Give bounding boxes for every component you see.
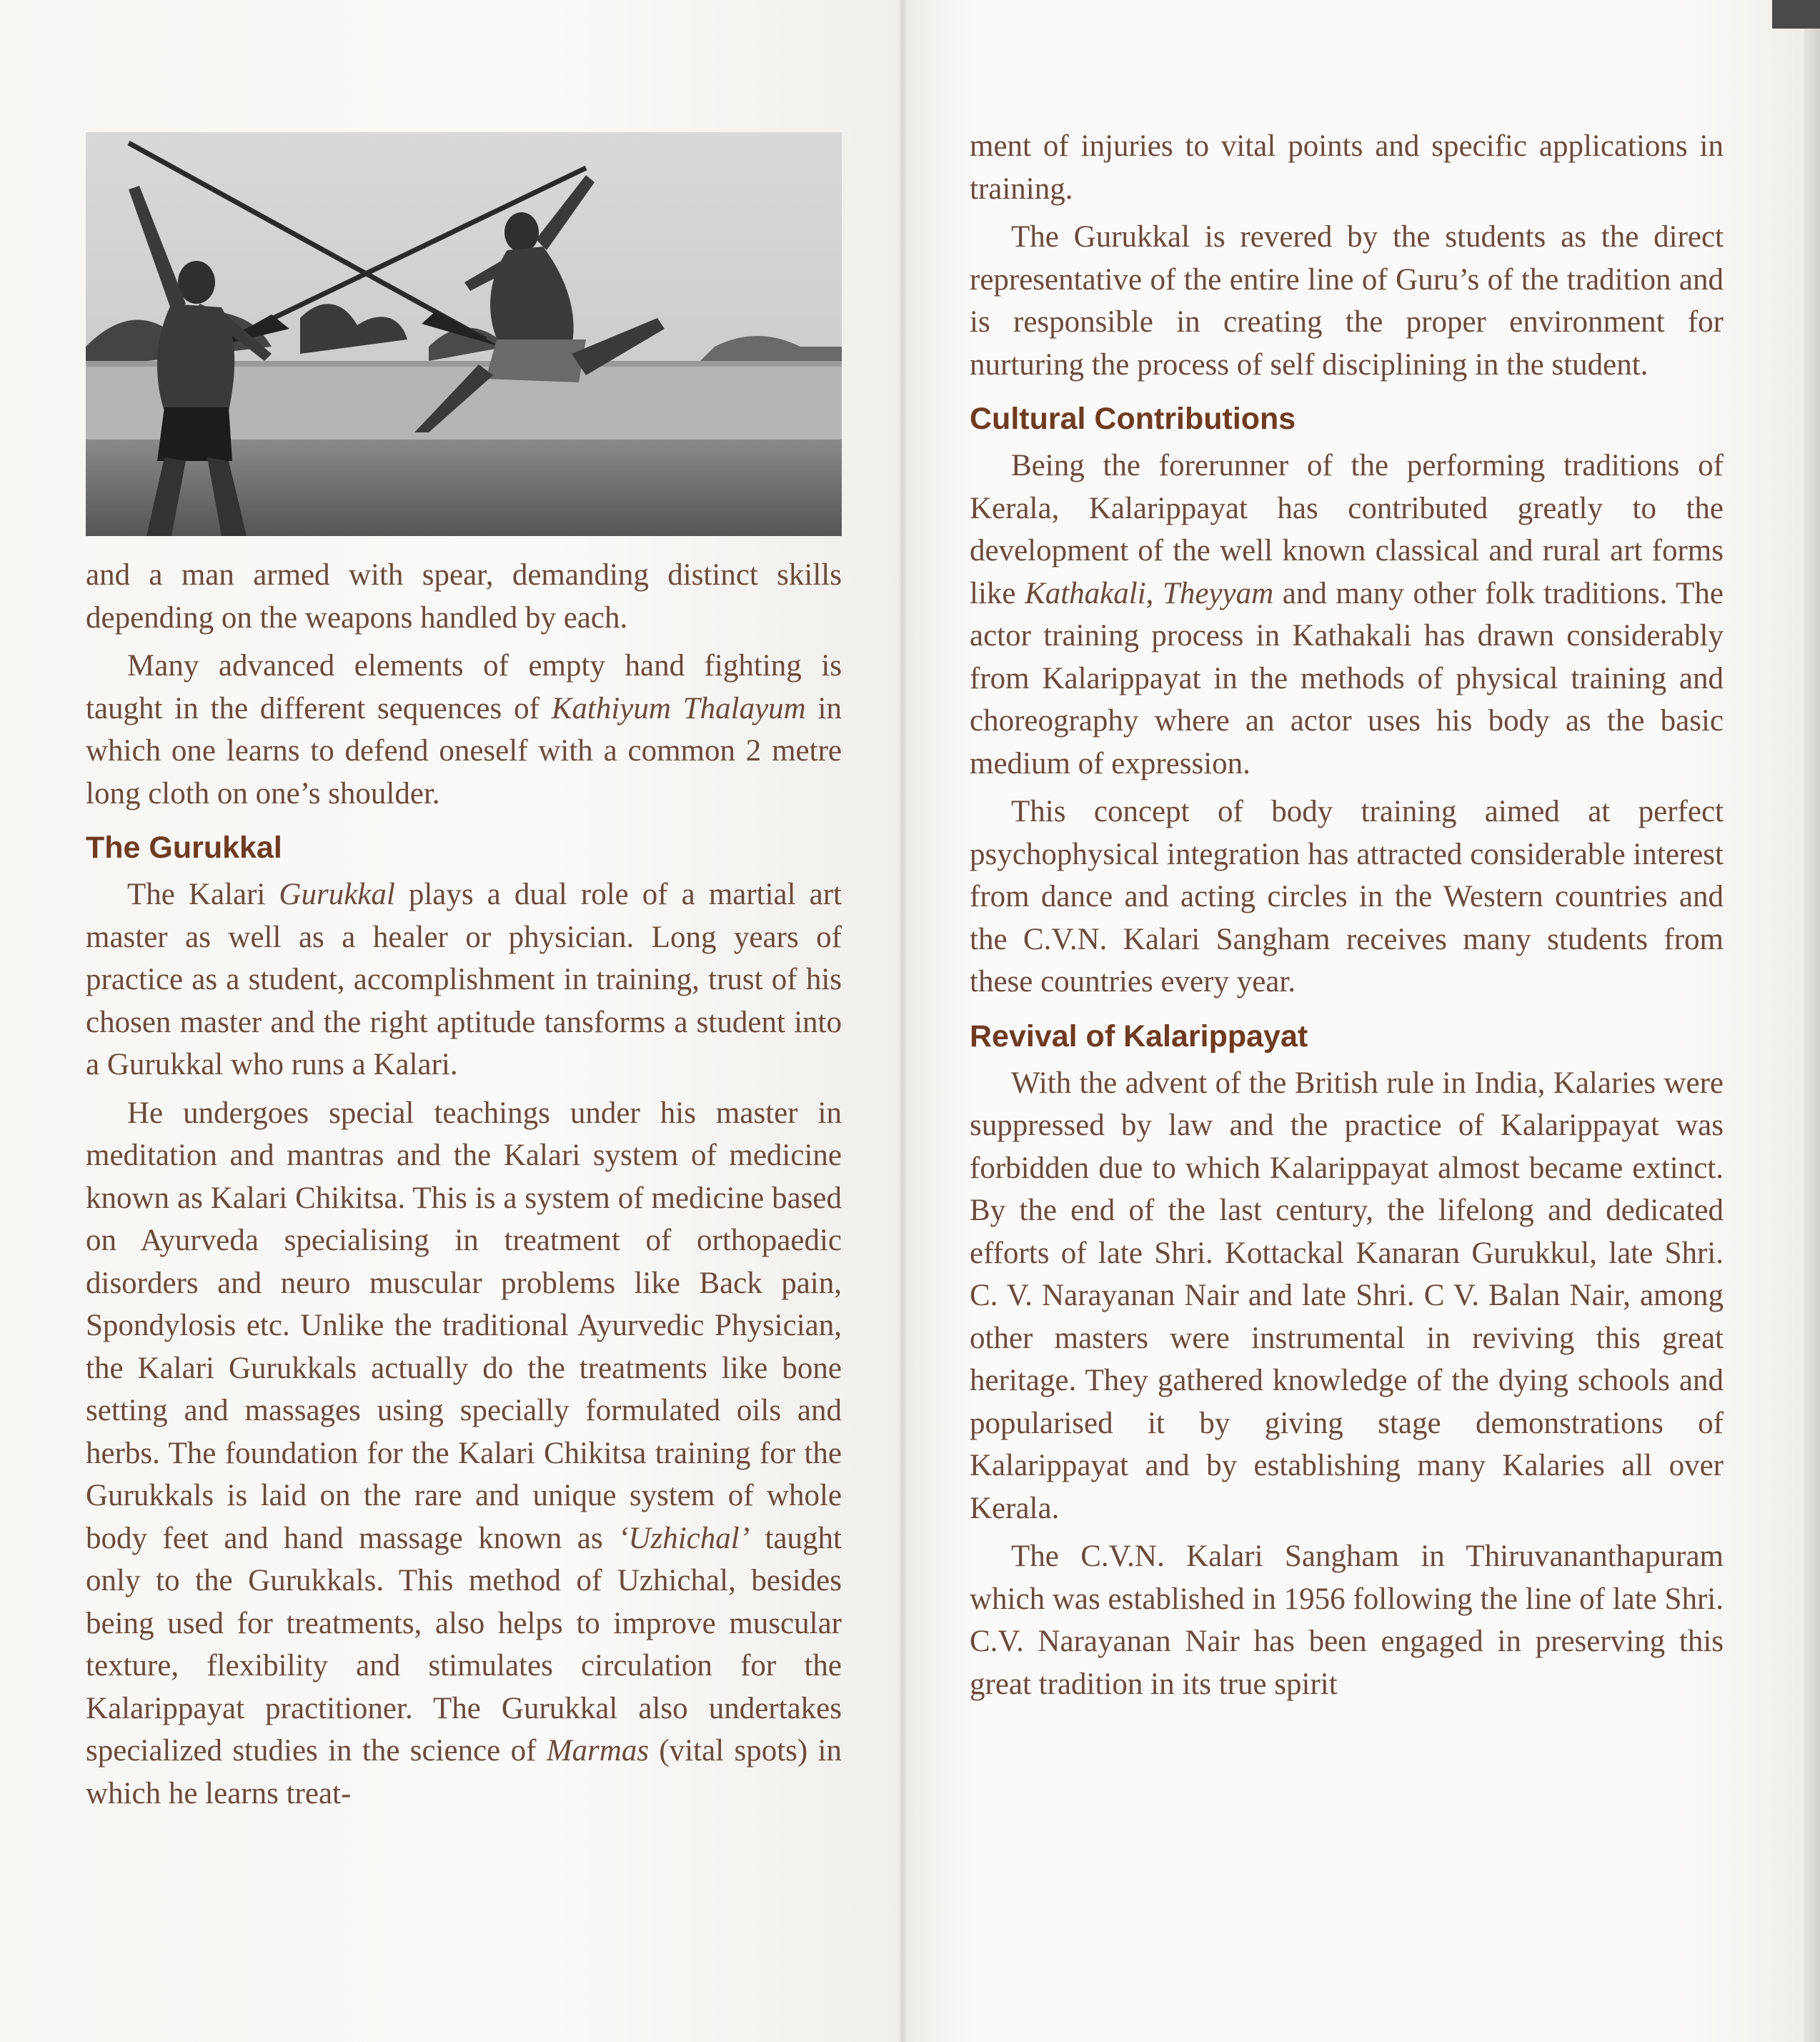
- left-column: [86, 554, 842, 1820]
- italic-term: Gurukkal: [279, 878, 395, 911]
- right-paragraph-4: This concept of body training aimed at perfect psychophysical integration has attracted considerable interest from dance and acting circles in the Western countries and the C.V.N. Kalari Sangham receives many students from these countries every year.: [970, 795, 1724, 998]
- italic-term: Marmas: [546, 1734, 650, 1768]
- right-paragraph-5: With the advent of the British rule in India, Kalaries were suppressed by law and the practice of Kalarippayat was forbidden due to which Kalarippayat almost became extinct. By the end of the last century, the lifelong and dedicated efforts of late Shri. Kottackal Kanaran Gurukkul, late Shri. C. V. Narayanan Nair and late Shri. C V. Balan Nair, among other masters were instrumental in reviving this great heritage. They gathered knowledge of the dying schools and popularised it by giving stage demonstrations of Kalarippayat and by establishing many Kalaries all over Kerala.: [970, 1066, 1724, 1525]
- text-run: taught only to the Gurukkals. This method of Uzhichal, besides being used for treatments, also helps to improve muscular texture, flexibility and stimulates circulation for the Kalarippayat practitioner. The Gurukkal also undertakes specialized studies in the science of: [86, 1521, 842, 1768]
- right-paragraph-3: [970, 445, 1724, 785]
- left-paragraph-4: [86, 1092, 842, 1815]
- heading-revival-of-kalarippayat: Revival of Kalarippayat: [970, 1018, 1308, 1054]
- text-run: and many other folk traditions. The actor training process in Kathakali has drawn considerably from Kalarippayat in the methods of physical training and choreography where an actor uses his body as the basic medium of expression.: [970, 576, 1724, 780]
- background-corner: [1772, 0, 1820, 29]
- right-column: [970, 125, 1724, 1711]
- text-run: in which one learns to defend oneself with a common 2 metre long cloth on one’s shoulder.: [86, 691, 842, 811]
- text-run: He undergoes special teachings under his master in meditation and mantras and the Kalari system of medicine known as Kalari Chikitsa. This is a system of medicine based on Ayurveda specialising in treatment of orthopaedic disorders and neuro muscular problems like Back pain, Spondylosis etc. Unlike the traditional Ayurvedic Physician, the Kalari Gurukkals actually do the treatments like bone setting and massages using specially formulated oils and herbs. The foundation for the Kalari Chikitsa training for the Gurukkals is laid on the rare and unique system of whole body feet and hand massage known as: [86, 1096, 842, 1555]
- italic-term: Kathakali, Theyyam: [1025, 576, 1274, 610]
- spear-fight-photo: [86, 132, 842, 536]
- left-paragraph-2: [86, 645, 842, 815]
- right-paragraph-6: The C.V.N. Kalari Sangham in Thiruvananthapuram which was established in 1956 following the line of late Shri. C.V. Narayanan Nair has been engaged in preserving this great tradition in its true spirit: [970, 1540, 1724, 1701]
- left-paragraph-3: [86, 873, 842, 1086]
- page-fold: [897, 0, 907, 2042]
- italic-term: ‘Uzhichal’: [618, 1521, 750, 1555]
- text-run: plays a dual role of a martial art master as well as a healer or physician. Long years of practice as a student, accomplishment in training, trust of his chosen master and the right aptitude tansforms a student into a Gurukkal who runs a Kalari.: [86, 878, 842, 1081]
- italic-term: Kathiyum Thalayum: [551, 691, 806, 725]
- text-run: (vital spots) in which he learns treat-: [86, 1734, 842, 1810]
- heading-cultural-contributions: Cultural Contributions: [970, 402, 1296, 436]
- paper-edge: [1804, 0, 1820, 2042]
- left-paragraph-1: and a man armed with spear, demanding distinct skills depending on the weapons handled by each.: [86, 558, 842, 635]
- heading-the-gurukkal: The Gurukkal: [86, 831, 282, 865]
- text-run: The Kalari: [127, 878, 279, 911]
- right-paragraph-1: ment of injuries to vital points and specific applications in training.: [970, 129, 1724, 206]
- text-run: Being the forerunner of the performing traditions of Kerala, Kalarippayat has contributed greatly to the development of the well known classical and rural art forms like: [970, 449, 1724, 610]
- text-run: Many advanced elements of empty hand fighting is taught in the different sequences of: [86, 649, 842, 725]
- right-paragraph-2: The Gurukkal is revered by the students as the direct representative of the entire line of Guru’s of the tradition and is responsible in creating the proper environment for nurturing the process of self disciplining in the student.: [970, 220, 1724, 382]
